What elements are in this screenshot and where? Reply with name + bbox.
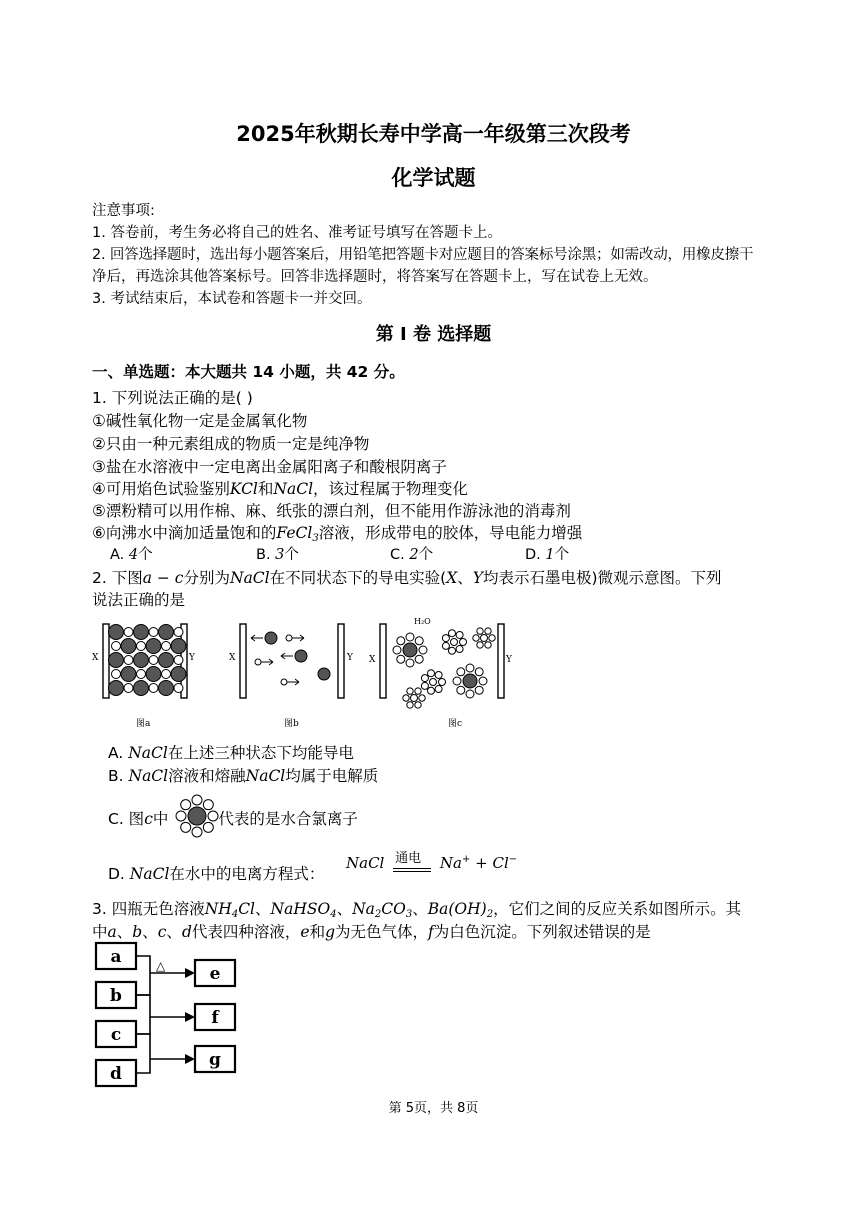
water-molecule <box>457 668 465 676</box>
water-molecule <box>406 659 414 667</box>
formula-nacl: NaCl <box>230 569 270 587</box>
notice-item-3: 3. 考试结束后，本试卷和答题卡一并交回。 <box>92 291 372 307</box>
water-molecule <box>407 688 413 694</box>
formula-sub: 4 <box>231 909 239 920</box>
water-molecule <box>415 637 423 645</box>
q1-statement-6 <box>92 521 582 544</box>
option-text: 代表的是水合氯离子 <box>218 810 358 828</box>
nacl-lattice <box>109 625 187 696</box>
water-molecule <box>203 800 213 810</box>
arrow-heads <box>185 968 195 1064</box>
ion-core <box>411 695 418 702</box>
water-molecule <box>208 811 218 821</box>
q3-sep: 、 <box>412 900 428 918</box>
na-ion <box>162 670 171 679</box>
water-molecule <box>421 682 428 689</box>
formula-nacl: NaCl <box>128 744 168 762</box>
cl-ion <box>159 681 174 696</box>
ionization-equation <box>346 853 517 872</box>
cl-ion <box>134 625 149 640</box>
na-ion <box>149 656 158 665</box>
q2-text: 分别为 <box>183 569 230 587</box>
cl-ion <box>159 625 174 640</box>
q3-sep: 、 <box>255 900 271 918</box>
notice-item-1: 1. 答卷前，考生务必将自己的姓名、准考证号填写在答题卡上。 <box>92 225 502 241</box>
na-ion <box>174 628 183 637</box>
water-molecule <box>415 655 423 663</box>
na-ion <box>281 679 287 685</box>
q3-text: 为白色沉淀。下列叙述错误的是 <box>433 923 651 941</box>
hydrated-ions <box>393 628 495 708</box>
option-text: 在上述三种状态下均能导电 <box>167 744 354 762</box>
na-ion <box>137 642 146 651</box>
box-e-label: e <box>209 964 221 984</box>
label-y: Y <box>347 653 353 663</box>
cl-ion <box>121 667 136 682</box>
water-molecule <box>181 800 191 810</box>
water-molecule <box>448 630 455 637</box>
label-x: X <box>92 653 99 663</box>
formula-a-c: a − c <box>142 569 184 587</box>
cl-ion <box>159 653 174 668</box>
notice-item-2-line-2: 净后，再选涂其他答案标号。回答非选择题时，将答案写在答题卡上，写在试卷上无效。 <box>92 269 658 285</box>
water-molecule <box>403 695 409 701</box>
var-g: g <box>325 923 336 941</box>
formula-fecl3: FeCl <box>276 524 313 542</box>
water-molecule <box>477 642 483 648</box>
q2-figure <box>88 612 528 734</box>
option-text: 均属于电解质 <box>285 767 379 785</box>
q3-text: 为无色气体， <box>335 923 429 941</box>
eq-cl-charge: − <box>508 854 518 865</box>
cl-ion <box>109 625 124 640</box>
water-molecule <box>427 687 434 694</box>
water-molecule <box>460 639 467 646</box>
option-text: 溶液和熔融 <box>168 767 246 785</box>
var-e: e <box>300 923 310 941</box>
box-a-label: a <box>110 947 122 967</box>
formula-fecl3-sub: 3 <box>312 533 319 544</box>
label-y: Y <box>506 655 512 665</box>
formula-nh4cl: NH <box>204 900 232 918</box>
q2-text: 在不同状态下的导电实验( <box>269 569 447 587</box>
q1-s4-rest: ，该过程属于物理变化 <box>313 480 469 498</box>
na-ion <box>162 642 171 651</box>
cl-ion <box>121 639 136 654</box>
page-footer: 第 5页，共 8页 <box>388 1101 479 1116</box>
water-molecule <box>176 811 186 821</box>
cl-ion <box>295 650 307 662</box>
cl-ion <box>171 667 186 682</box>
option-unit: 个 <box>418 547 434 563</box>
option-number: 3 <box>275 547 285 563</box>
na-ion <box>112 642 121 651</box>
formula-nacl: NaCl <box>128 767 169 785</box>
water-molecule <box>406 633 414 641</box>
exam-title: 2025年秋期长寿中学高一年级第三次段考 <box>236 122 631 146</box>
cl-ion <box>171 639 186 654</box>
q3-text: 和 <box>309 923 326 941</box>
q2-option-b[interactable] <box>108 764 378 786</box>
q3-sep: 、 <box>116 923 133 941</box>
option-label: C. 图 <box>108 810 145 828</box>
electrode-x <box>380 624 386 698</box>
q3-text: 3. 四瓶无色溶液 <box>92 900 205 918</box>
water-molecule <box>427 670 434 677</box>
connector-lines <box>136 956 188 1073</box>
water-molecule <box>435 671 442 678</box>
water-molecule <box>475 686 483 694</box>
formula-nh4cl-b: Cl <box>238 900 256 918</box>
cl-ion <box>134 681 149 696</box>
q1-stem: 1. 下列说法正确的是( ) <box>92 389 253 407</box>
caption-b: 图b <box>284 719 299 729</box>
formula-kcl: KCl <box>229 480 258 498</box>
water-molecule <box>466 690 474 698</box>
ion-arrows <box>251 632 330 685</box>
section-heading: 一、单选题：本大题共 14 小题，共 42 分。 <box>92 363 405 381</box>
caption-c: 图c <box>448 719 463 729</box>
option-unit: 个 <box>554 547 570 563</box>
option-label: A. <box>108 744 129 762</box>
water-molecule <box>479 677 487 685</box>
q1-s6-rest: 溶液，形成带电的胶体，导电能力增强 <box>318 524 583 542</box>
q3-text: ，它们之间的反应关系如图所示。其 <box>493 900 742 918</box>
ion-core <box>188 807 206 825</box>
q3-sep: 、 <box>142 923 158 941</box>
cl-ion <box>134 653 149 668</box>
figure-b <box>229 624 354 729</box>
water-molecule <box>453 677 461 685</box>
water-molecule <box>435 686 442 693</box>
option-text: 在水中的电离方程式： <box>169 865 325 883</box>
q1-option-b[interactable] <box>256 543 299 564</box>
box-c-label: c <box>110 1025 122 1045</box>
option-label: D. <box>525 547 546 563</box>
na-ion <box>174 656 183 665</box>
q2-option-c[interactable] <box>108 807 358 829</box>
q1-s4-text: ④可用焰色试验鉴别 <box>92 480 230 498</box>
q1-statement-2: ②只由一种元素组成的物质一定是纯净物 <box>92 435 370 453</box>
eq-plus: + <box>475 854 493 872</box>
water-molecule <box>442 642 449 649</box>
electrode-y <box>498 624 504 698</box>
q2-stem-line-2: 说法正确的是 <box>92 591 186 609</box>
option-text: 中 <box>152 810 169 828</box>
option-number: 4 <box>128 547 139 563</box>
option-number: 2 <box>409 547 419 563</box>
option-label: A. <box>110 547 129 563</box>
formula-na2co3: Na <box>352 900 375 918</box>
na-ion <box>255 659 261 665</box>
water-molecule <box>485 628 491 634</box>
option-label: B. <box>108 767 129 785</box>
water-molecule <box>485 642 491 648</box>
subject-title: 化学试题 <box>391 166 476 190</box>
water-molecule <box>181 822 191 832</box>
formula-nacl: NaCl <box>245 767 286 785</box>
option-label: D. <box>108 865 130 883</box>
formula-nacl: NaCl <box>129 865 170 883</box>
formula-sub: 4 <box>330 909 337 920</box>
q3-reaction-diagram <box>92 940 242 1092</box>
ion-core <box>451 639 458 646</box>
ion-core <box>463 674 477 688</box>
var-b: b <box>132 923 143 941</box>
cl-ion <box>318 668 330 680</box>
q3-text: 中 <box>92 923 108 941</box>
water-molecule <box>466 664 474 672</box>
water-molecule <box>415 702 421 708</box>
water-molecule <box>397 655 405 663</box>
electrode-x <box>240 624 246 698</box>
label-x: X <box>369 655 376 665</box>
cl-ion <box>146 639 161 654</box>
water-molecule <box>448 647 455 654</box>
eq-na-charge: + <box>461 854 471 865</box>
heat-icon: △ <box>156 959 166 973</box>
q1-option-a[interactable] <box>110 543 153 564</box>
water-molecule <box>489 635 495 641</box>
part-title: 第 I 卷 选择题 <box>375 324 492 345</box>
q2-stem-line-1 <box>92 566 722 588</box>
option-label: B. <box>256 547 276 563</box>
q1-statement-4 <box>92 477 468 499</box>
water-molecule <box>419 646 427 654</box>
na-ion <box>149 684 158 693</box>
label-x: X <box>229 653 236 663</box>
water-molecule <box>442 635 449 642</box>
cl-ion <box>146 667 161 682</box>
option-number: 1 <box>545 547 555 563</box>
q3-stem-line-1 <box>92 897 741 920</box>
figure-a <box>92 624 196 729</box>
water-molecule <box>407 702 413 708</box>
q3-sep: 、 <box>166 923 182 941</box>
water-molecule <box>192 827 202 837</box>
water-molecule <box>415 688 421 694</box>
var-a: a <box>107 923 117 941</box>
water-molecule <box>192 795 202 805</box>
water-molecule <box>457 686 465 694</box>
water-molecule <box>456 631 463 638</box>
formula-nacl: NaCl <box>273 480 314 498</box>
na-ion <box>137 670 146 679</box>
na-ion <box>149 628 158 637</box>
hydrated-ion-icon <box>171 792 223 840</box>
formula-y: Y <box>472 569 483 587</box>
box-g-label: g <box>209 1050 221 1070</box>
na-ion <box>174 684 183 693</box>
water-molecule <box>475 668 483 676</box>
option-unit: 个 <box>138 547 153 563</box>
q2-text: 均表示石墨电极)微观示意图。下列 <box>482 569 722 587</box>
option-unit: 个 <box>284 547 299 563</box>
q2-text: 、 <box>457 569 473 587</box>
water-molecule <box>421 675 428 682</box>
q1-s6-text: ⑥向沸水中滴加适量饱和的 <box>92 524 277 542</box>
caption-a: 图a <box>136 719 151 729</box>
q1-statement-1: ①碱性氧化物一定是金属氧化物 <box>92 412 308 430</box>
na-ion <box>124 656 133 665</box>
na-ion <box>124 684 133 693</box>
notice-item-2-line-1: 2. 回答选择题时，选出每小题答案后，用铅笔把答题卡对应题目的答案标号涂黑；如需改动，用橡皮擦干 <box>92 247 754 263</box>
water-molecule <box>203 822 213 832</box>
cl-ion <box>265 632 277 644</box>
formula-x: X <box>446 569 458 587</box>
water-molecule <box>456 646 463 653</box>
eq-na: Na <box>439 854 462 872</box>
q1-statement-5: ⑤漂粉精可以用作棉、麻、纸张的漂白剂，但不能用作游泳池的消毒剂 <box>92 502 571 520</box>
q1-s4-and: 和 <box>257 480 274 498</box>
formula-baoh2: Ba(OH) <box>427 900 487 918</box>
water-molecule <box>473 635 479 641</box>
q1-statement-3: ③盐在水溶液中一定电离出金属阳离子和酸根阴离子 <box>92 458 447 476</box>
var-c: c <box>157 923 167 941</box>
eq-left: NaCl <box>346 854 385 872</box>
ion-core <box>403 643 417 657</box>
formula-sub: 2 <box>486 909 494 920</box>
water-molecule <box>477 628 483 634</box>
ion-core <box>430 679 437 686</box>
box-b-label: b <box>110 986 122 1006</box>
notice-heading: 注意事项: <box>92 203 155 219</box>
ion-core <box>481 635 488 642</box>
box-d-label: d <box>110 1064 122 1084</box>
option-label: C. <box>390 547 410 563</box>
var-f: f <box>428 923 434 941</box>
q3-stem-line-2 <box>92 920 651 942</box>
figure-c <box>369 617 513 729</box>
eq-condition: 通电 <box>395 851 422 866</box>
formula-c: c <box>144 810 153 828</box>
na-ion <box>286 635 292 641</box>
q2-text: 2. 下图 <box>92 569 143 587</box>
label-h2o: H₂O <box>414 617 431 626</box>
cl-ion <box>109 681 124 696</box>
formula-na2co3-b: CO <box>381 900 406 918</box>
box-f-label: f <box>211 1008 219 1028</box>
na-ion <box>112 670 121 679</box>
q1-option-c[interactable] <box>390 543 433 564</box>
eq-cl: Cl <box>492 854 509 872</box>
water-molecule <box>397 637 405 645</box>
formula-sub: 2 <box>374 909 382 920</box>
water-molecule <box>393 646 401 654</box>
cl-ion <box>109 653 124 668</box>
label-y: Y <box>189 653 195 663</box>
q3-sep: 、 <box>336 900 353 918</box>
q2-option-a[interactable] <box>108 741 354 763</box>
na-ion <box>124 628 133 637</box>
water-molecule <box>419 695 425 701</box>
var-d: d <box>181 923 192 941</box>
q1-option-d[interactable] <box>525 543 569 564</box>
eq-arrow <box>393 853 431 872</box>
formula-nahso4: NaHSO <box>270 900 331 918</box>
formula-sub: 3 <box>405 909 413 920</box>
water-molecule <box>439 679 446 686</box>
electrode-y <box>338 624 344 698</box>
q2-option-d[interactable] <box>108 862 324 884</box>
q3-text: 代表四种溶液， <box>191 923 301 941</box>
